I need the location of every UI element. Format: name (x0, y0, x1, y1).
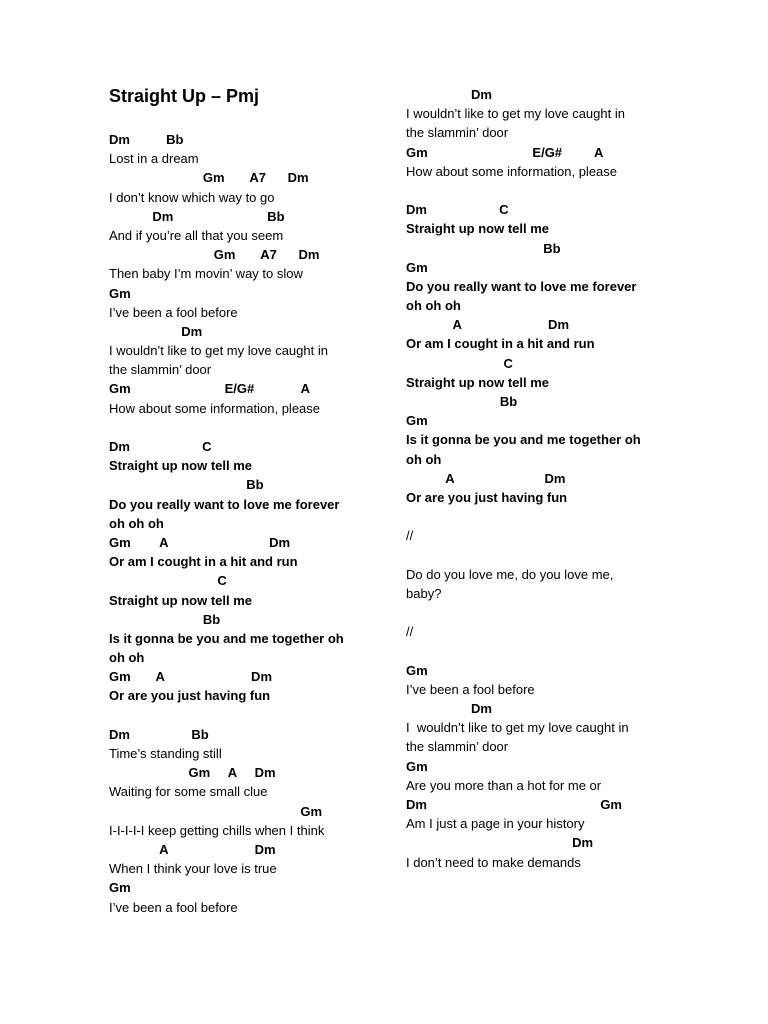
lyric-line: the slammin’ door (109, 362, 212, 378)
lyric-line: I wouldn’t like to get my love caught in (109, 343, 328, 359)
lyric-line: I’ve been a fool before (109, 304, 238, 320)
blank-line (406, 641, 666, 660)
lyric-line: Or are you just having fun (109, 688, 271, 704)
lyric-line: I’ve been a fool before (109, 899, 238, 915)
lyric-line: Straight up now tell me (109, 592, 253, 608)
lyric-line: Or am I cought in a hit and run (109, 554, 298, 570)
lyric-line: How about some information, please (406, 163, 618, 179)
chord-line: Dm (406, 835, 594, 851)
chord-line: Gm A Dm (109, 669, 273, 685)
chord-line: Gm (406, 662, 428, 678)
lyric-line: I’ve been a fool before (406, 681, 535, 697)
chord-line: Gm A7 Dm (109, 170, 309, 186)
chord-line: A Dm (406, 470, 566, 486)
blank-line (406, 603, 666, 622)
lyric-line: Or am I cought in a hit and run (406, 336, 595, 352)
lyric-line: Straight up now tell me (406, 221, 550, 237)
lyric-line: baby? (406, 585, 442, 601)
lyric-line: How about some information, please (109, 400, 321, 416)
chord-line: Gm A7 Dm (109, 247, 320, 263)
chord-line: Dm (109, 323, 203, 339)
chord-line: Gm (109, 285, 131, 301)
chord-line: Gm E/G# A (109, 381, 311, 397)
chord-line: Gm (406, 413, 428, 429)
blank-line (109, 418, 369, 437)
lyric-line: Do you really want to love me forever (109, 496, 340, 512)
chord-line: Dm Bb (109, 208, 285, 224)
lyric-line: // (406, 528, 414, 544)
lyric-line: I wouldn’t like to get my love caught in (406, 720, 629, 736)
chord-line: Dm C (406, 202, 509, 218)
lyric-line: Waiting for some small clue (109, 784, 268, 800)
lyric-line: Then baby I’m movin’ way to slow (109, 266, 303, 282)
lyric-line: oh oh oh (109, 515, 164, 531)
song-title: Straight Up – Pmj (109, 86, 260, 106)
chord-line: C (406, 355, 513, 371)
chord-line: Dm Gm (406, 796, 622, 812)
chord-line: Gm (406, 758, 428, 774)
chord-line: Gm E/G# A (406, 144, 604, 160)
chord-line: A Dm (109, 841, 276, 857)
chord-line: Dm (406, 87, 492, 102)
lyric-line: Straight up now tell me (109, 458, 253, 474)
lyric-line: Straight up now tell me (406, 374, 550, 390)
chord-line: Gm A Dm (109, 534, 291, 550)
lyric-line: Lost in a dream (109, 151, 199, 167)
chord-line: Bb (406, 240, 561, 256)
lyric-line: the slammin’ door (406, 739, 509, 755)
right-lyrics-column (406, 85, 666, 872)
blank-line (109, 706, 369, 725)
chord-line: Dm Bb (109, 132, 184, 147)
lyric-line: I wouldn’t like to get my love caught in (406, 106, 625, 122)
blank-line (406, 181, 666, 200)
lyric-line: Is it gonna be you and me together oh (406, 432, 641, 448)
lyric-line: Do do you love me, do you love me, (406, 566, 614, 582)
lyric-line: Time’s standing still (109, 746, 222, 761)
chord-line: Dm (406, 701, 492, 716)
chord-line: C (109, 573, 227, 589)
chord-line: Dm C (109, 439, 212, 454)
chord-line: Bb (109, 477, 264, 493)
left-lyrics-column (109, 130, 369, 917)
lyric-line: And if you’re all that you seem (109, 227, 284, 243)
lyric-line: I-I-I-I-I keep getting chills when I think (109, 822, 325, 838)
chord-line: Gm A Dm (109, 765, 276, 781)
lyric-line: When I think your love is true (109, 861, 277, 877)
lyric-line: // (406, 624, 414, 640)
lyric-line: I don’t know which way to go (109, 189, 275, 205)
chord-line: Gm (109, 803, 323, 819)
chord-line: Bb (109, 611, 221, 627)
lyric-line: Is it gonna be you and me together oh (109, 630, 344, 646)
chord-line: Bb (406, 394, 518, 409)
lyric-line: oh oh oh (406, 298, 461, 314)
chord-line: Gm (406, 259, 428, 275)
chord-line: Gm (109, 880, 131, 896)
chord-line: Dm Bb (109, 726, 209, 742)
blank-line (406, 546, 666, 565)
chord-line: A Dm (406, 317, 570, 333)
lyric-line: oh oh (406, 451, 442, 467)
lyric-line: oh oh (109, 650, 145, 666)
lyric-line: Or are you just having fun (406, 489, 568, 505)
lyric-line: I don’t need to make demands (406, 854, 581, 870)
lyric-line: Do you really want to love me forever (406, 278, 637, 294)
lyric-line: Am I just a page in your history (406, 816, 585, 832)
blank-line (406, 507, 666, 526)
lyric-line: the slammin’ door (406, 125, 509, 141)
lyric-line: Are you more than a hot for me or (406, 777, 602, 793)
